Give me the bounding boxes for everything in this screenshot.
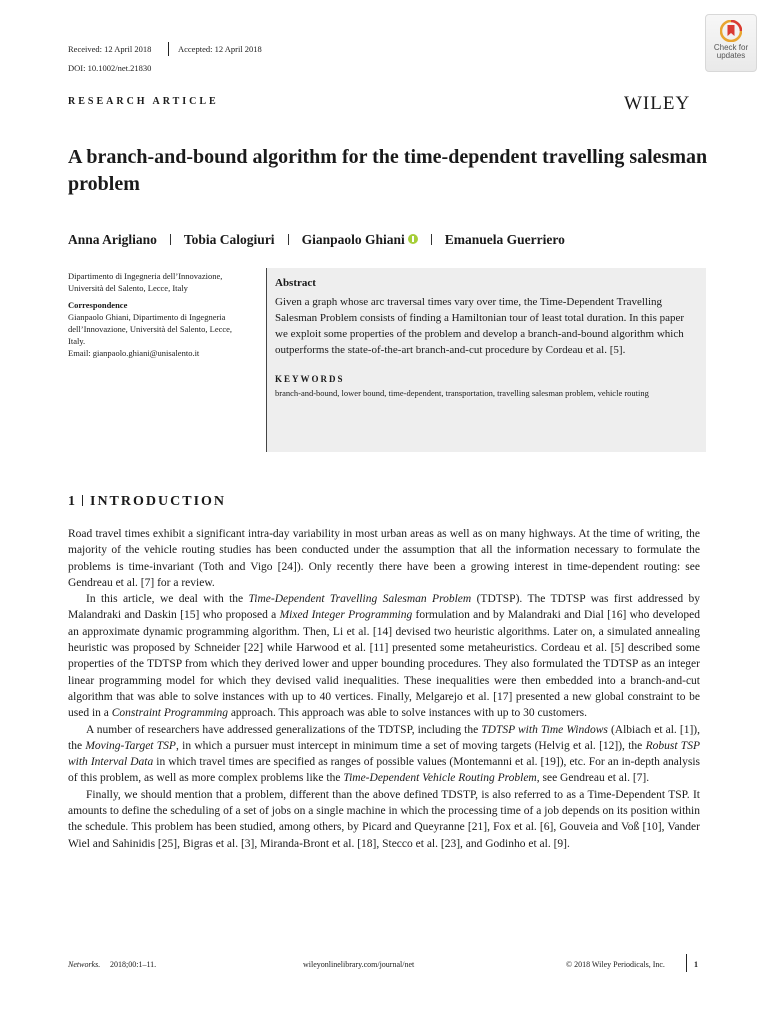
text-run: , in which a pursuer must intercept in minimum time a set of moving targets (Helvig et al. [12]), the xyxy=(175,739,646,752)
abstract-box xyxy=(266,268,706,452)
correspondence-heading: Correspondence xyxy=(68,300,128,310)
footer-divider xyxy=(686,954,687,972)
author-name[interactable]: Gianpaolo Ghiani xyxy=(301,232,405,247)
section-number: 1 xyxy=(68,494,77,509)
text-run: (Albiach et al. [1]), the xyxy=(68,723,700,752)
emphasized-term: Time-Dependent Vehicle Routing Problem xyxy=(343,772,537,785)
footer-url[interactable]: wileyonlinelibrary.com/journal/net xyxy=(303,960,415,969)
author-name[interactable]: Anna Arigliano xyxy=(68,232,157,247)
header-divider xyxy=(168,42,169,56)
body-paragraph xyxy=(68,787,700,852)
author-name[interactable]: Emanuela Guerriero xyxy=(444,232,565,247)
check-for-updates-button[interactable] xyxy=(705,14,757,72)
emphasized-term: Time-Dependent Travelling Salesman Problem xyxy=(248,593,472,606)
text-run: A number of researchers have addressed generalizations of the TDTSP, including the xyxy=(86,723,482,736)
footer-copyright: © 2018 Wiley Periodicals, Inc. xyxy=(566,960,665,969)
text-run: in which travel times are specified as ranges of possible values (Montemanni et al. [19]), etc. For an in-depth analysis of this problem, as well as more complex problems like the xyxy=(68,756,701,785)
correspondence-text: Gianpaolo Ghiani, Dipartimento di Ingegneria dell’Innovazione, Università del Salento, Lecce, Italy. xyxy=(68,312,233,346)
author-separator xyxy=(288,234,289,245)
emphasized-term: Moving-Target TSP xyxy=(85,739,176,752)
text-run: Road travel times exhibit a significant intra-day variability in most urban areas as well as on many highways. At the time of writing, the majority of the vehicle routing studies has been conducted under the assumption that all the information necessary to formulate the problems is time-invariant (Toth and Vigo [24]). Only recently there have been a growing interest in time-dependent routing: see Gendreau et al. [7] for a review. xyxy=(68,528,700,589)
bookmark-icon xyxy=(720,20,742,42)
text-run: formulation and by Malandraki and Dial [16] who developed an approximate dynamic programming algorithm. Then, Li et al. [14] devised two heuristic algorithms. Later on, a simulated annealing heuristic was proposed by Schneider [22] while Harwood et al. [11] presented some metaheuristics. Cordeau et al. [5] described some properties of the TDTSP from which they derived lower and upper bounding procedures. They also formulated the TDTSP as an integer linear programming model for which they devised valid inequalities. These inequalities were then embedded into a branch-and-cut algorithm that was able to solve instances with up to 40 vertices. Finally, Melgarejo et al. [17] presented a new global constraint to be used in a xyxy=(68,609,701,720)
accepted-date: Accepted: 12 April 2018 xyxy=(178,44,262,54)
author-name[interactable]: Tobia Calogiuri xyxy=(183,232,275,247)
page-number: 1 xyxy=(694,960,698,969)
keywords-heading: KEYWORDS xyxy=(275,374,345,384)
abstract-heading: Abstract xyxy=(275,277,316,289)
body-paragraph xyxy=(68,591,700,721)
abstract-text: Given a graph whose arc traversal times vary over time, the Time-Dependent Travelling Salesman Problem consists of finding a Hamiltonian tour of least total duration. In this paper we exploit some properties of the problem and develop a branch-and-bound algorithm which outperforms the state-of-the-art branch-and-cut procedure by Cordeau et al. [5]. xyxy=(275,296,685,356)
check-updates-label: Check for updates xyxy=(713,43,749,60)
emphasized-term: Mixed Integer Programming xyxy=(279,609,413,622)
article-type: RESEARCH ARTICLE xyxy=(68,96,219,107)
emphasized-term: TDTSP with Time Windows xyxy=(481,723,608,736)
section-title: INTRODUCTION xyxy=(90,494,227,509)
section-divider xyxy=(82,495,83,506)
correspondence-email[interactable]: Email: gianpaolo.ghiani@unisalento.it xyxy=(68,348,200,358)
text-run: Finally, we should mention that a problem, different than the above defined TDSTP, is also referred to as a Time-Dependent TSP. It amounts to define the scheduling of a set of jobs on a single machine in which the processing time of a job depends on its position within the schedule. This problem has been studied, among others, by Picard and Queyranne [21], Fox et al. [6], Gouveia and Voß [10], Vander Wiel and Sahinidis [25], Bigras et al. [3], Miranda-Bront et al. [18], Stecco et al. [23], and Godinho et al. [9]. xyxy=(68,788,700,850)
author-separator xyxy=(431,234,432,245)
emphasized-term: Constraint Programming xyxy=(111,707,228,720)
text-run: In this article, we deal with the xyxy=(86,593,249,606)
introduction-body xyxy=(68,526,700,852)
affiliation-text: Dipartimento di Ingegneria dell’Innovazione, Università del Salento, Lecce, Italy xyxy=(68,271,223,293)
footer-journal: Networks. xyxy=(68,960,101,969)
text-run: approach. This approach was able to solve instances with up to 30 customers. xyxy=(227,707,588,720)
author-separator xyxy=(170,234,171,245)
footer-citation: 2018;00:1–11. xyxy=(110,960,157,969)
text-run: , see Gendreau et al. [7]. xyxy=(536,772,650,785)
body-paragraph xyxy=(68,722,700,787)
publisher-logo: WILEY xyxy=(624,93,691,114)
doi-link[interactable]: DOI: 10.1002/net.21830 xyxy=(68,63,152,73)
received-date: Received: 12 April 2018 xyxy=(68,44,152,54)
text-run: (TDTSP). The TDTSP was first addressed by Malandraki and Daskin [15] who proposed a xyxy=(68,593,700,622)
keywords-text: branch-and-bound, lower bound, time-dependent, transportation, travelling salesman problem, vehicle routing xyxy=(275,388,649,398)
body-paragraph xyxy=(68,526,700,591)
section-heading xyxy=(68,494,226,510)
affiliation-column xyxy=(68,270,248,359)
author-list xyxy=(68,232,565,248)
orcid-icon[interactable] xyxy=(408,234,418,244)
paper-title: A branch-and-bound algorithm for the time-dependent travelling salesman problem xyxy=(68,146,708,195)
emphasized-term: Robust TSP with Interval Data xyxy=(68,739,700,769)
